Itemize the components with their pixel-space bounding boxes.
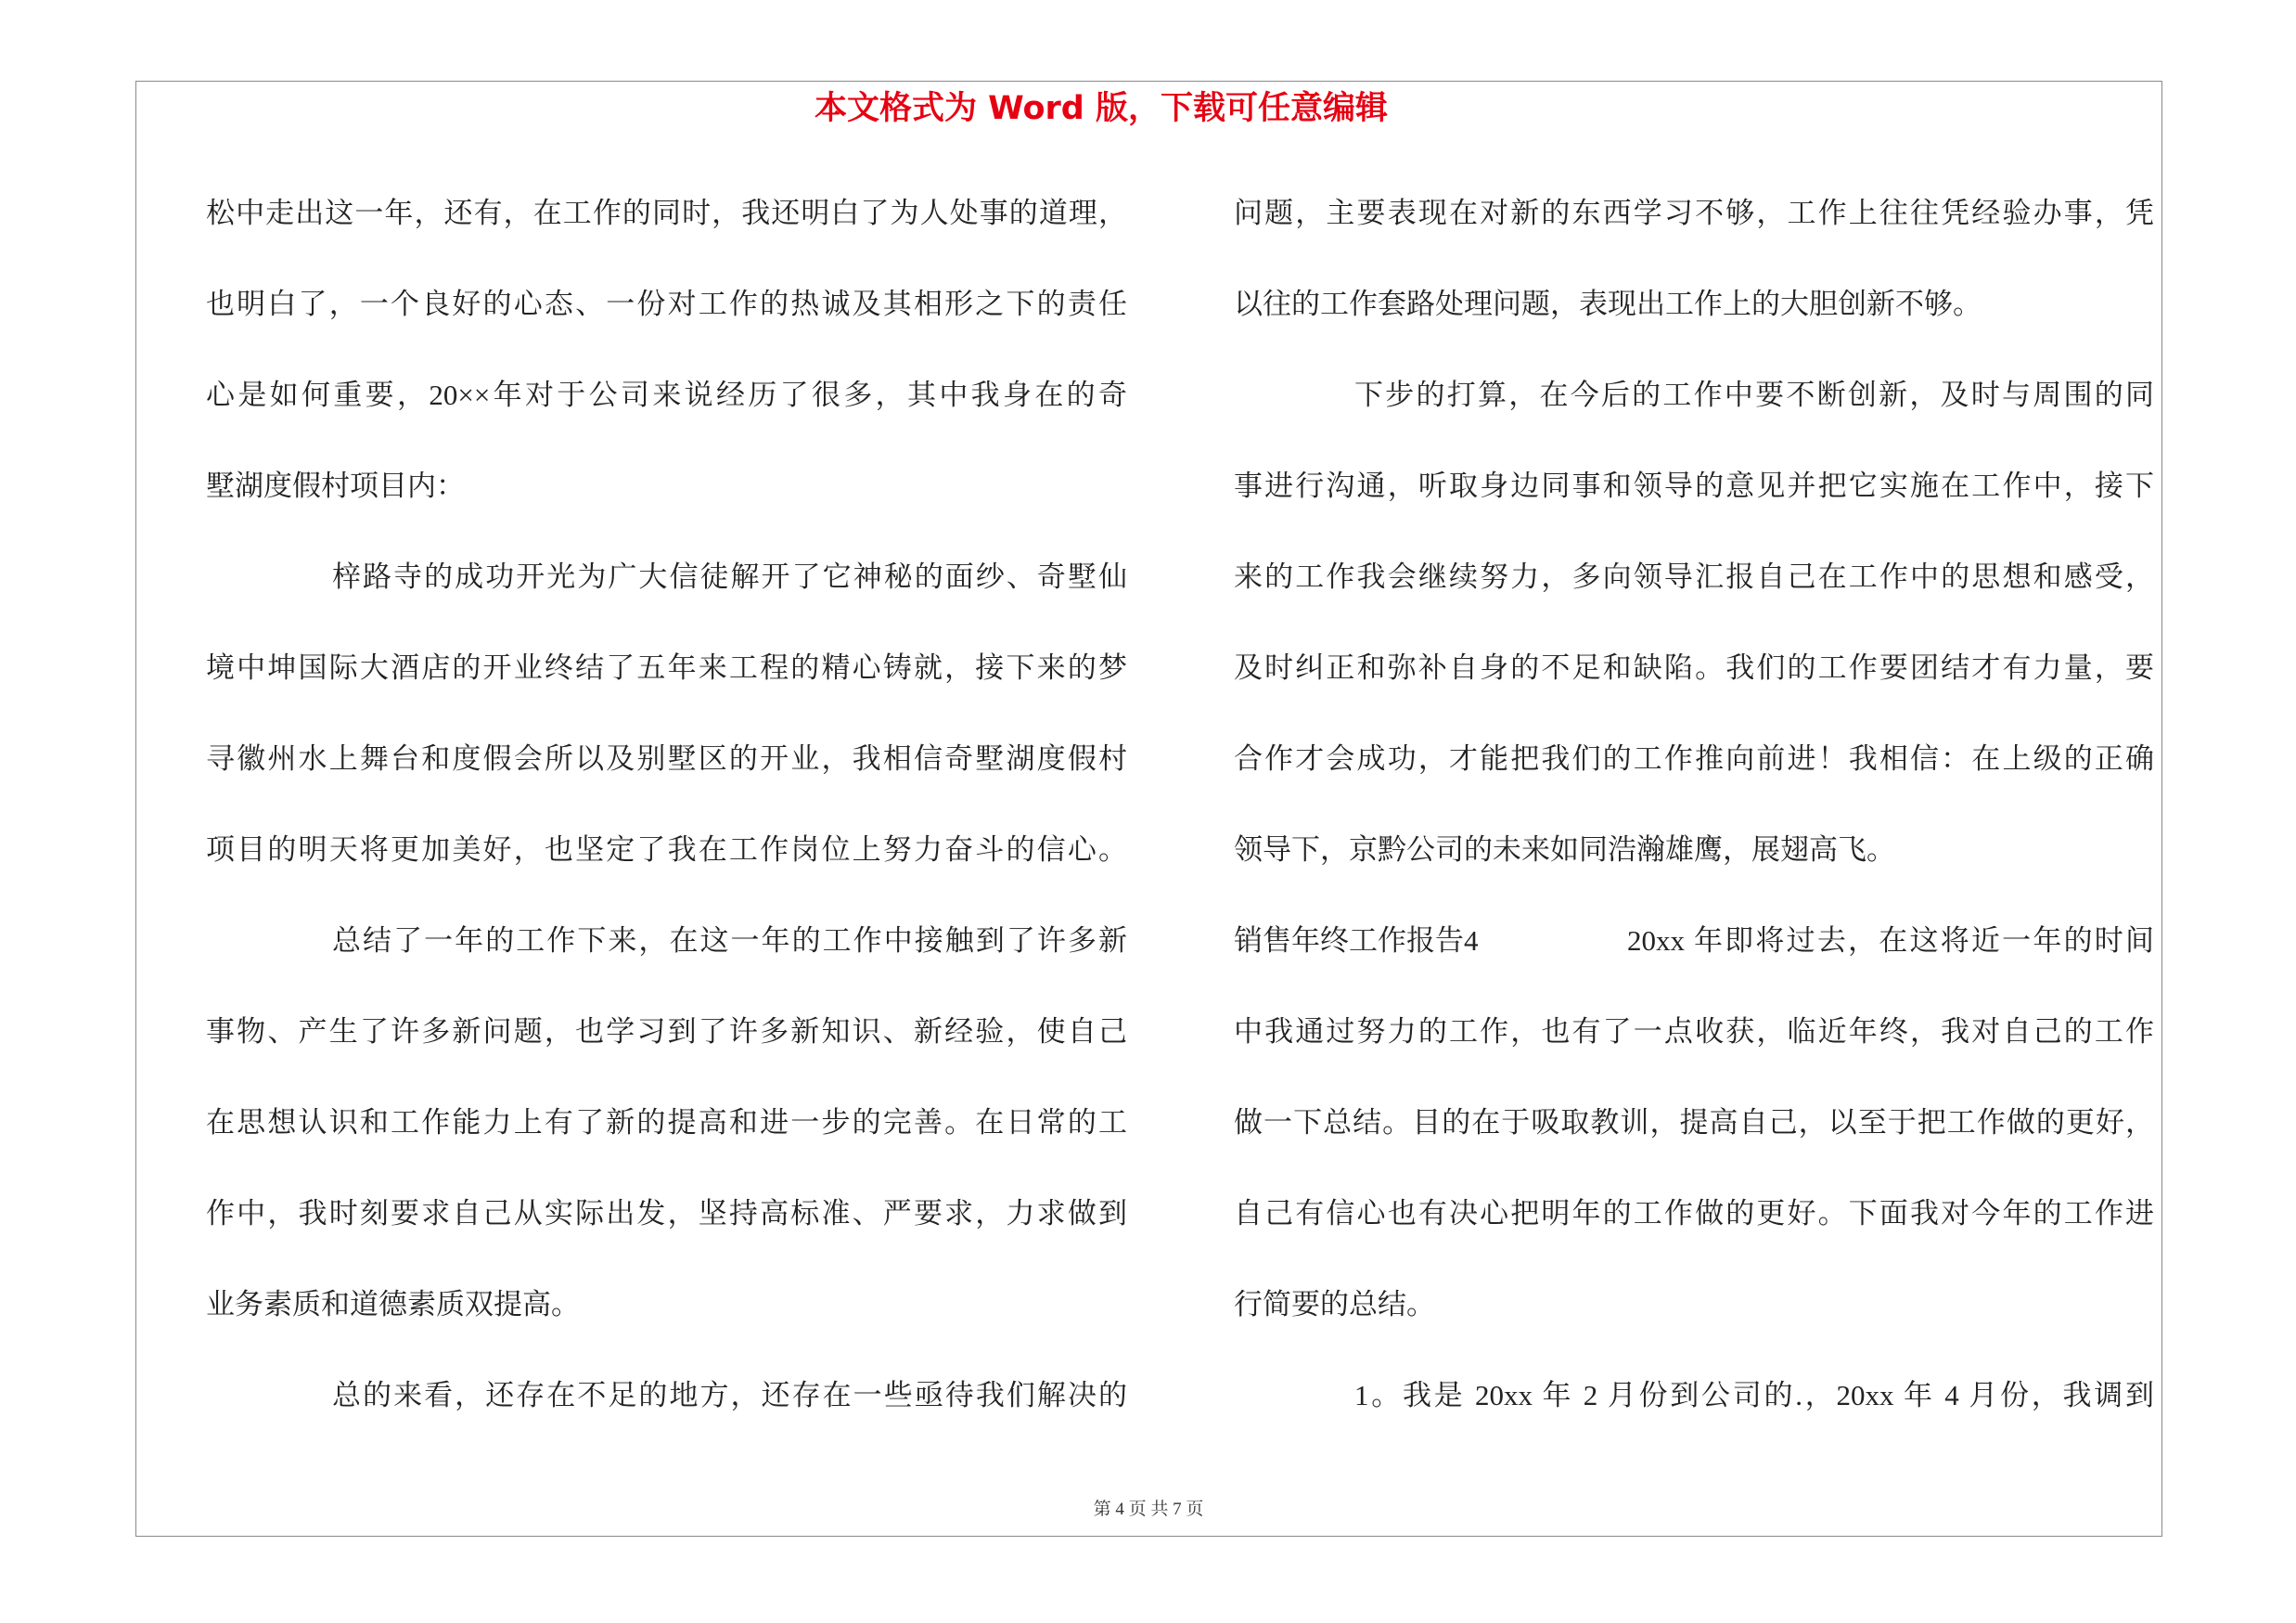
page-number-footer: 第 4 页 共 7 页: [1093, 1500, 1204, 1519]
report-intro-text: 20xx 年即将过去，在这将近一年的时间: [1627, 924, 2154, 957]
text-line: 中我通过努力的工作，也有了一点收获，临近年终，我对自己的工作: [1234, 1015, 2154, 1048]
text-line: 心是如何重要，20××年对于公司来说经历了很多，其中我身在的奇: [206, 379, 1127, 411]
report-heading: 销售年终工作报告4: [1234, 924, 1479, 957]
format-notice-banner: 本文格式为 Word 版，下载可任意编辑: [814, 90, 1389, 127]
text-line: 做一下总结。目的在于吸取教训，提高自己，以至于把工作做的更好，: [1234, 1106, 2154, 1139]
text-line: 墅湖度假村项目内：: [206, 470, 465, 502]
text-line: 寻徽州水上舞台和度假会所以及别墅区的开业，我相信奇墅湖度假村: [206, 742, 1127, 775]
text-line: 合作才会成功，才能把我们的工作推向前进！我相信：在上级的正确: [1234, 742, 2154, 775]
text-line: 项目的明天将更加美好，也坚定了我在工作岗位上努力奋斗的信心。: [206, 833, 1127, 866]
text-line: 问题，主要表现在对新的东西学习不够，工作上往往凭经验办事，凭: [1234, 197, 2154, 229]
text-line: 也明白了，一个良好的心态、一份对工作的热诚及其相形之下的责任: [206, 288, 1127, 320]
text-line: 自己有信心也有决心把明年的工作做的更好。下面我对今年的工作进: [1234, 1197, 2154, 1230]
paragraph-first-line: 1。我是 20xx 年 2 月份到公司的.，20xx 年 4 月份，我调到: [1354, 1379, 2154, 1411]
right-column: [1234, 168, 2154, 1441]
text-line: 业务素质和道德素质双提高。: [206, 1288, 580, 1320]
text-line: 松中走出这一年，还有，在工作的同时，我还明白了为人处事的道理，: [206, 197, 1127, 229]
text-line: 在思想认识和工作能力上有了新的提高和进一步的完善。在日常的工: [206, 1106, 1127, 1139]
paragraph-first-line: 总的来看，还存在不足的地方，还存在一些亟待我们解决的: [332, 1379, 1127, 1411]
text-line: 事物、产生了许多新问题，也学习到了许多新知识、新经验，使自己: [206, 1015, 1127, 1048]
text-line: 作中，我时刻要求自己从实际出发，坚持高标准、严要求，力求做到: [206, 1197, 1127, 1230]
text-line: 事进行沟通，听取身边同事和领导的意见并把它实施在工作中，接下: [1234, 470, 2154, 502]
text-line: 境中坤国际大酒店的开业终结了五年来工程的精心铸就，接下来的梦: [206, 651, 1127, 684]
report-heading-line: [1234, 895, 2154, 986]
text-line: 来的工作我会继续努力，多向领导汇报自己在工作中的思想和感受，: [1234, 560, 2154, 593]
left-column: [206, 168, 1127, 1441]
paragraph-first-line: 下步的打算，在今后的工作中要不断创新，及时与周围的同: [1354, 379, 2154, 411]
text-line: 行简要的总结。: [1234, 1288, 1435, 1320]
text-line: 领导下，京黔公司的未来如同浩瀚雄鹰，展翅高飞。: [1234, 833, 1895, 866]
paragraph-first-line: 梓路寺的成功开光为广大信徒解开了它神秘的面纱、奇墅仙: [332, 560, 1127, 593]
paragraph-first-line: 总结了一年的工作下来，在这一年的工作中接触到了许多新: [332, 924, 1127, 957]
text-line: 及时纠正和弥补自身的不足和缺陷。我们的工作要团结才有力量，要: [1234, 651, 2154, 684]
text-line: 以往的工作套路处理问题，表现出工作上的大胆创新不够。: [1234, 288, 1982, 320]
